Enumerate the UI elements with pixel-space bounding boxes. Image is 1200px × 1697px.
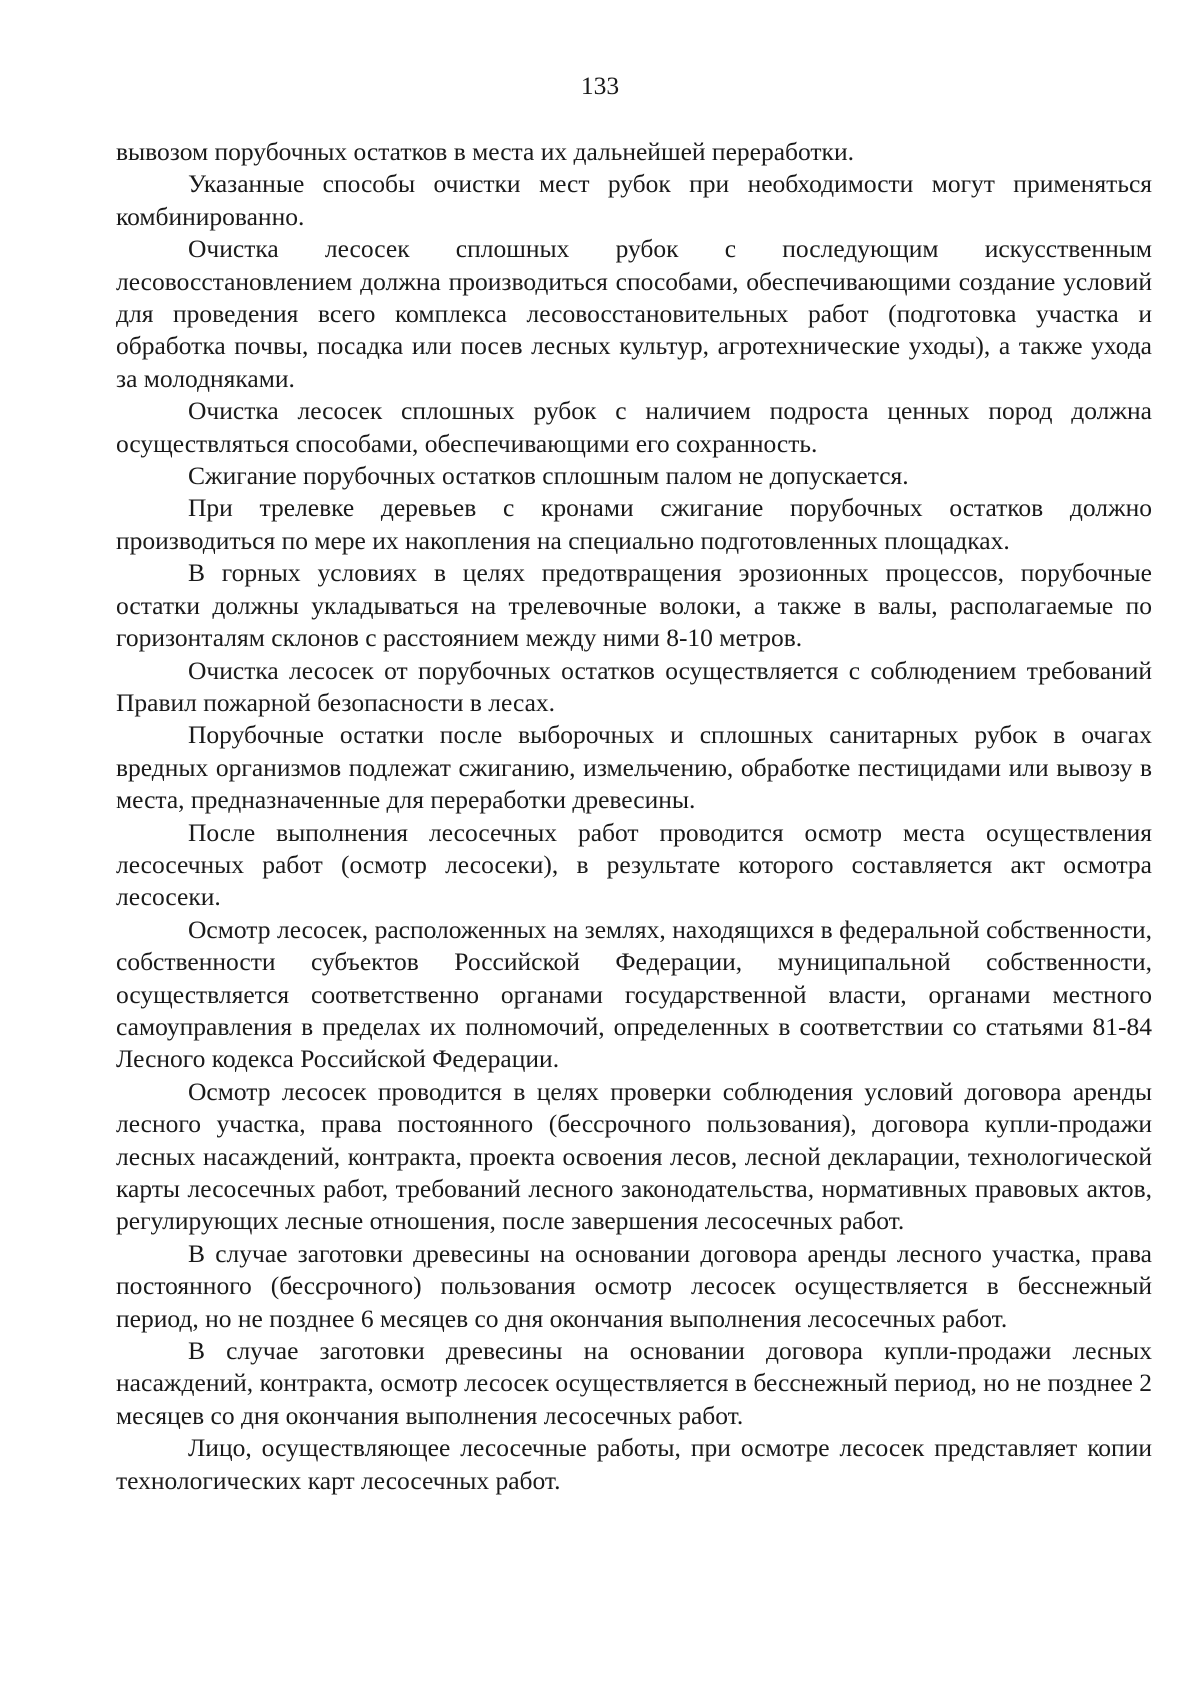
paragraph: Очистка лесосек от порубочных остатков осуществляется с соблюдением требований Правил пожарной безопасности в лесах.	[116, 655, 1152, 717]
paragraph: Порубочные остатки после выборочных и сплошных санитарных рубок в очагах вредных организмов подлежат сжиганию, измельчению, обработке пестицидами или вывозу в места, предназначенные для переработки древесины.	[116, 720, 1152, 815]
paragraph: В горных условиях в целях предотвращения эрозионных процессов, порубочные остатки должны укладываться на трелевочные волоки, а также в валы, располагаемые по горизонталям склонов с расстоянием между ними 8-10 метров.	[116, 558, 1152, 653]
paragraph: В случае заготовки древесины на основании договора аренды лесного участка, права постоянного (бессрочного) пользования осмотр лесосек осуществляется в бесснежный период, но не позднее 6 месяцев со дня окончания выполнения лесосечных работ.	[116, 1238, 1152, 1333]
paragraph: При трелевке деревьев с кронами сжигание порубочных остатков должно производиться по мере их накопления на специально подготовленных площадках.	[116, 493, 1152, 555]
paragraph: Лицо, осуществляющее лесосечные работы, при осмотре лесосек представляет копии технологических карт лесосечных работ.	[116, 1433, 1152, 1495]
paragraph-continuation: вывозом порубочных остатков в места их дальнейшей переработки.	[116, 137, 854, 166]
paragraph: Осмотр лесосек, расположенных на землях, находящихся в федеральной собственности, собственности субъектов Российской Федерации, муниципальной собственности, осуществляется соответственно органами государственной власти, органами местного самоуправления в пределах их полномочий, определенных в соответствии со статьями 81-84 Лесного кодекса Российской Федерации.	[116, 914, 1152, 1074]
paragraph: Осмотр лесосек проводится в целях проверки соблюдения условий договора аренды лесного участка, права постоянного (бессрочного пользования), договора купли-продажи лесных насаждений, контракта, проекта освоения лесов, лесной декларации, технологической карты лесосечных работ, требований лесного законодательства, нормативных правовых актов, регулирующих лесные отношения, после завершения лесосечных работ.	[116, 1076, 1152, 1236]
paragraph: После выполнения лесосечных работ проводится осмотр места осуществления лесосечных работ (осмотр лесосеки), в результате которого составляется акт осмотра лесосеки.	[116, 817, 1152, 912]
paragraph: Сжигание порубочных остатков сплошным палом не допускается.	[188, 461, 909, 491]
page-number: 133	[580, 71, 620, 100]
document-body	[116, 136, 1152, 1497]
paragraph: В случае заготовки древесины на основании договора купли-продажи лесных насаждений, контракта, осмотр лесосек осуществляется в бесснежный период, но не позднее 2 месяцев со дня окончания выполнения лесосечных работ.	[116, 1336, 1152, 1430]
paragraph: Указанные способы очистки мест рубок при необходимости могут применяться комбинированно.	[116, 169, 1152, 231]
paragraph: Очистка лесосек сплошных рубок с последующим искусственным лесовосстановлением должна производиться способами, обеспечивающими создание условий для проведения всего комплекса лесовосстановительных работ (подготовка участка и обработка почвы, посадка или посев лесных культур, агротехнические уходы), а также ухода за молодняками.	[116, 234, 1152, 393]
paragraph: Очистка лесосек сплошных рубок с наличием подроста ценных пород должна осуществляться способами, обеспечивающими его сохранность.	[116, 396, 1152, 458]
